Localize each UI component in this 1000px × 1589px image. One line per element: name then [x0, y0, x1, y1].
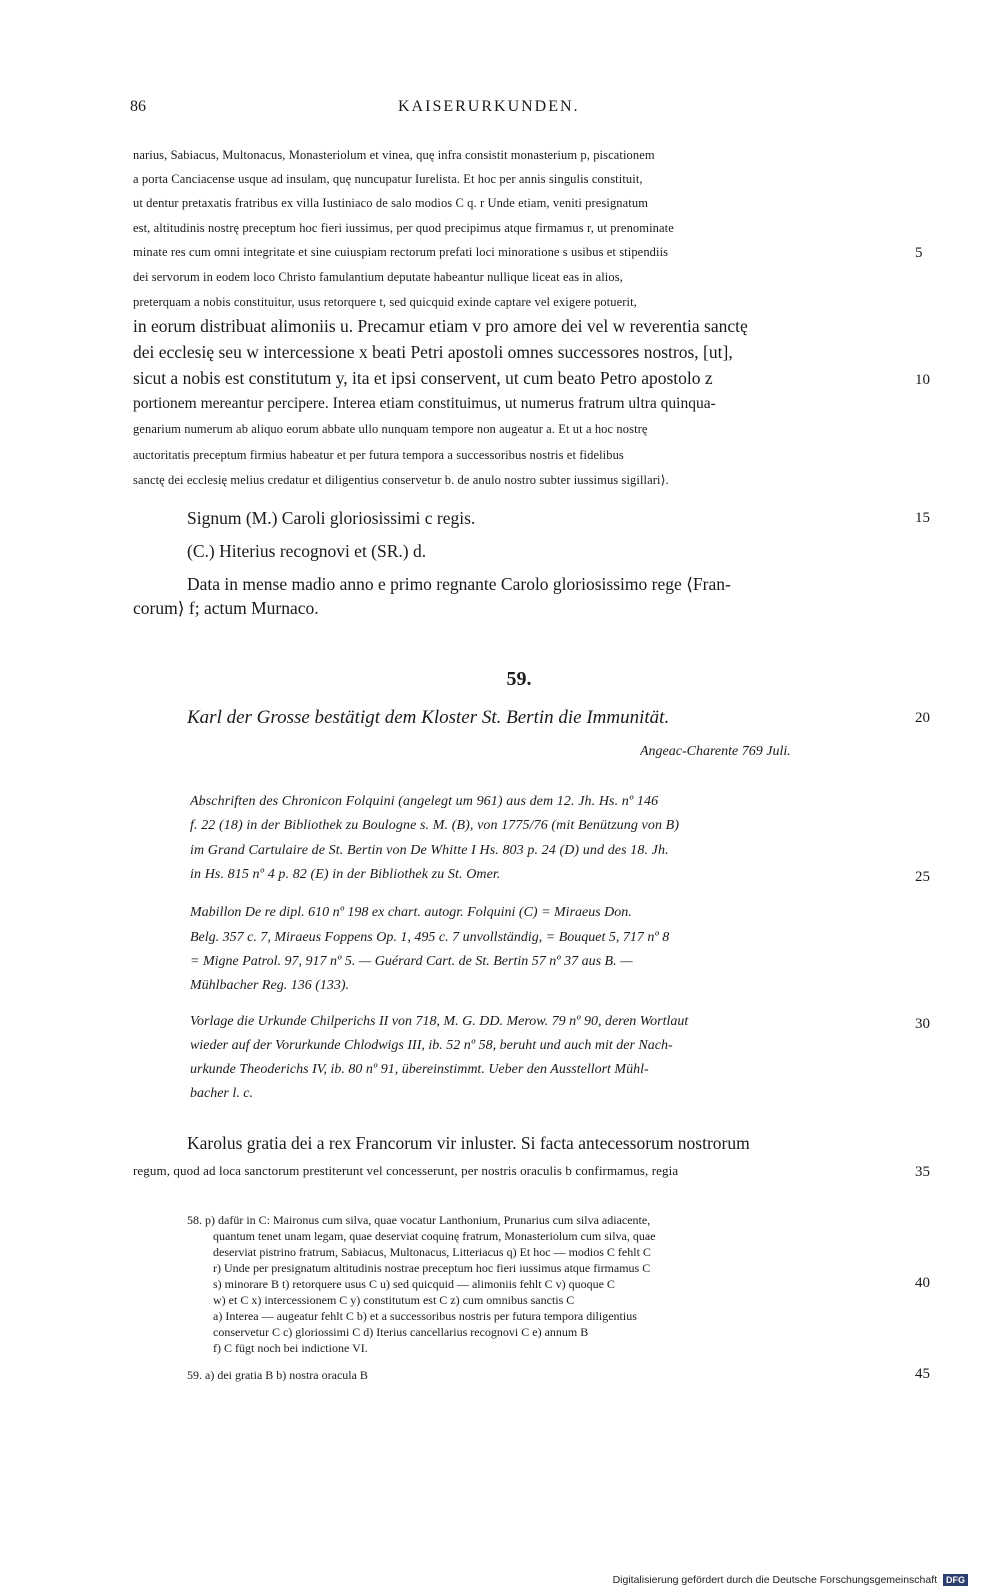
text-line: dei servorum in eodem loco Christo famulantium deputate habeantur nullique liceat eas in alios, — [133, 270, 623, 284]
description-line: urkunde Theoderichs IV, ib. 80 nº 91, übereinstimmt. Ueber den Ausstellort Mühl- — [190, 1062, 649, 1077]
text-line: portionem mereantur percipere. Interea etiam constituimus, ut numerus fratrum ultra quinqua- — [133, 395, 716, 412]
footnote-line: quantum tenet unam legam, quae deserviat coquinę fratrum, Monasteriolum cum silva, quae — [213, 1229, 656, 1243]
text-line: ut dentur pretaxatis fratribus ex villa Iustiniaco de salo modios C q. r Unde etiam, veniti presignatum — [133, 196, 649, 210]
running-title: KAISERURKUNDEN. — [398, 98, 580, 115]
recognovi-line: (C.) Hiterius recognovi et (SR.) d. — [187, 541, 427, 561]
footnote-line: a) Interea — augeatur fehlt C b) et a successoribus nostris per futura tempora diligentius — [213, 1309, 637, 1323]
description-line: f. 22 (18) in der Bibliothek zu Boulogne s. M. (B), von 1775/76 (mit Benützung von B) — [190, 818, 680, 833]
line-number: 30 — [915, 1016, 930, 1032]
line-number: 5 — [915, 245, 923, 261]
footnote-line: deserviat pistrino fratrum, Sabiacus, Multonacus, Litteriacus q) Et hoc — modios C fehlt C — [213, 1245, 651, 1259]
footnote-line: 59. a) dei gratia B b) nostra oracula B — [187, 1368, 368, 1382]
line-number: 20 — [915, 710, 930, 726]
line-number: 35 — [915, 1164, 930, 1180]
text-line: est, altitudinis nostrę preceptum hoc fieri iussimus, per quod precipimus atque firmamus r, ut prenominate — [133, 221, 674, 235]
text-line: genarium numerum ab aliquo eorum abbate ullo nunquam tempore non augeatur a. Et ut a hoc nostrę — [133, 422, 648, 436]
footnote-line: w) et C x) intercessionem C y) constitutum est C z) cum omnibus sanctis C — [213, 1293, 575, 1307]
signum-line: Signum (M.) Caroli gloriosissimi c regis. — [187, 508, 476, 528]
text-line: a porta Canciacense usque ad insulam, quę nuncupatur Iurelista. Et hoc per annis singulis constituit, — [133, 172, 643, 186]
description-line: Mabillon De re dipl. 610 nº 198 ex chart. autogr. Folquini (C) = Miraeus Don. — [190, 905, 632, 920]
document-number: 59. — [506, 668, 532, 690]
footnote-line: 58. p) dafür in C: Maironus cum silva, quae vocatur Lanthonium, Prunarius cum silva adiacente, — [187, 1213, 651, 1227]
line-number: 45 — [915, 1366, 930, 1382]
footnote-line: s) minorare B t) retorquere usus C u) sed quicquid — alimoniis fehlt C v) quoque C — [213, 1277, 615, 1291]
description-line: im Grand Cartulaire de St. Bertin von De Whitte I Hs. 803 p. 24 (D) und des 18. Jh. — [190, 843, 669, 858]
line-number: 15 — [915, 510, 930, 526]
line-number: 40 — [915, 1275, 930, 1291]
description-line: = Migne Patrol. 97, 917 nº 5. — Guérard Cart. de St. Bertin 57 nº 37 aus B. — — [190, 954, 633, 969]
description-line: in Hs. 815 nº 4 p. 82 (E) in der Bibliothek zu St. Omer. — [190, 867, 501, 882]
place-date: Angeac-Charente 769 Juli. — [640, 744, 791, 759]
text-line: auctoritatis preceptum firmius habeatur et per futura tempora a successoribus nostris et fidelibus — [133, 448, 624, 462]
text-line: minate res cum omni integritate et sine cuiuspiam rectorum prefati loci minoratione s usibus et stipendiis — [133, 245, 669, 259]
page-number: 86 — [130, 98, 146, 115]
description-line: wieder auf der Vorurkunde Chlodwigs III, ib. 52 nº 58, beruht und auch mit der Nach- — [190, 1038, 673, 1053]
text-line: sanctę dei ecclesię melius credatur et diligentius conservetur b. de anulo nostro subter iussimus sigillari⟩. — [133, 473, 669, 487]
text-line: narius, Sabiacus, Multonacus, Monasteriolum et vinea, quę infra consistit monasterium p, piscationem — [133, 148, 655, 162]
description-line: Abschriften des Chronicon Folquini (angelegt um 961) aus dem 12. Jh. Hs. nº 146 — [190, 794, 659, 809]
line-number: 25 — [915, 869, 930, 885]
text-line: in eorum distribuat alimoniis u. Precamur etiam v pro amore dei vel w reverentia sanctę — [133, 316, 748, 336]
description-line: Vorlage die Urkunde Chilperichs II von 718, M. G. DD. Merow. 79 nº 90, deren Wortlaut — [190, 1014, 689, 1029]
data-line-2: corum⟩ f; actum Murnaco. — [133, 598, 319, 618]
credit-text: Digitalisierung gefördert durch die Deutsche Forschungsgemeinschaft — [612, 1574, 938, 1586]
digitization-credit — [613, 1574, 968, 1586]
description-line: Belg. 357 c. 7, Miraeus Foppens Op. 1, 495 c. 7 unvollständig, = Bouquet 5, 717 nº 8 — [190, 930, 670, 945]
line-number: 10 — [915, 372, 930, 388]
text-line: sicut a nobis est constitutum y, ita et ipsi conservent, ut cum beato Petro apostolo z — [133, 368, 713, 388]
footnote-line: r) Unde per presignatum altitudinis nostrae preceptum hoc fieri iussimus atque firmamus C — [213, 1261, 651, 1275]
footnote-line: f) C fügt noch bei indictione VI. — [213, 1341, 368, 1355]
text-line: preterquam a nobis constituitur, usus retorquere t, sed quicquid exinde captare vel exigere potuerit, — [133, 295, 637, 309]
text-line: Karolus gratia dei a rex Francorum vir inluster. Si facta antecessorum nostrorum — [187, 1133, 750, 1153]
text-line: dei ecclesię seu w intercessione x beati Petri apostoli omnes successores nostros, [ut], — [133, 342, 733, 362]
footnote-line: conservetur C c) gloriossimi C d) Iterius cancellarius recognovi C e) annum B — [213, 1325, 589, 1339]
data-line: Data in mense madio anno e primo regnante Carolo gloriosissimo rege ⟨Fran- — [187, 574, 731, 594]
dfg-logo: DFG — [943, 1574, 968, 1586]
text-line: regum, quod ad loca sanctorum prestiterunt vel concesserunt, per nostris oraculis b confirmamus, regia — [133, 1163, 679, 1178]
description-line: Mühlbacher Reg. 136 (133). — [190, 978, 350, 993]
document-title: Karl der Grosse bestätigt dem Kloster St. Bertin die Immunität. — [187, 707, 670, 728]
description-line: bacher l. c. — [190, 1086, 253, 1101]
